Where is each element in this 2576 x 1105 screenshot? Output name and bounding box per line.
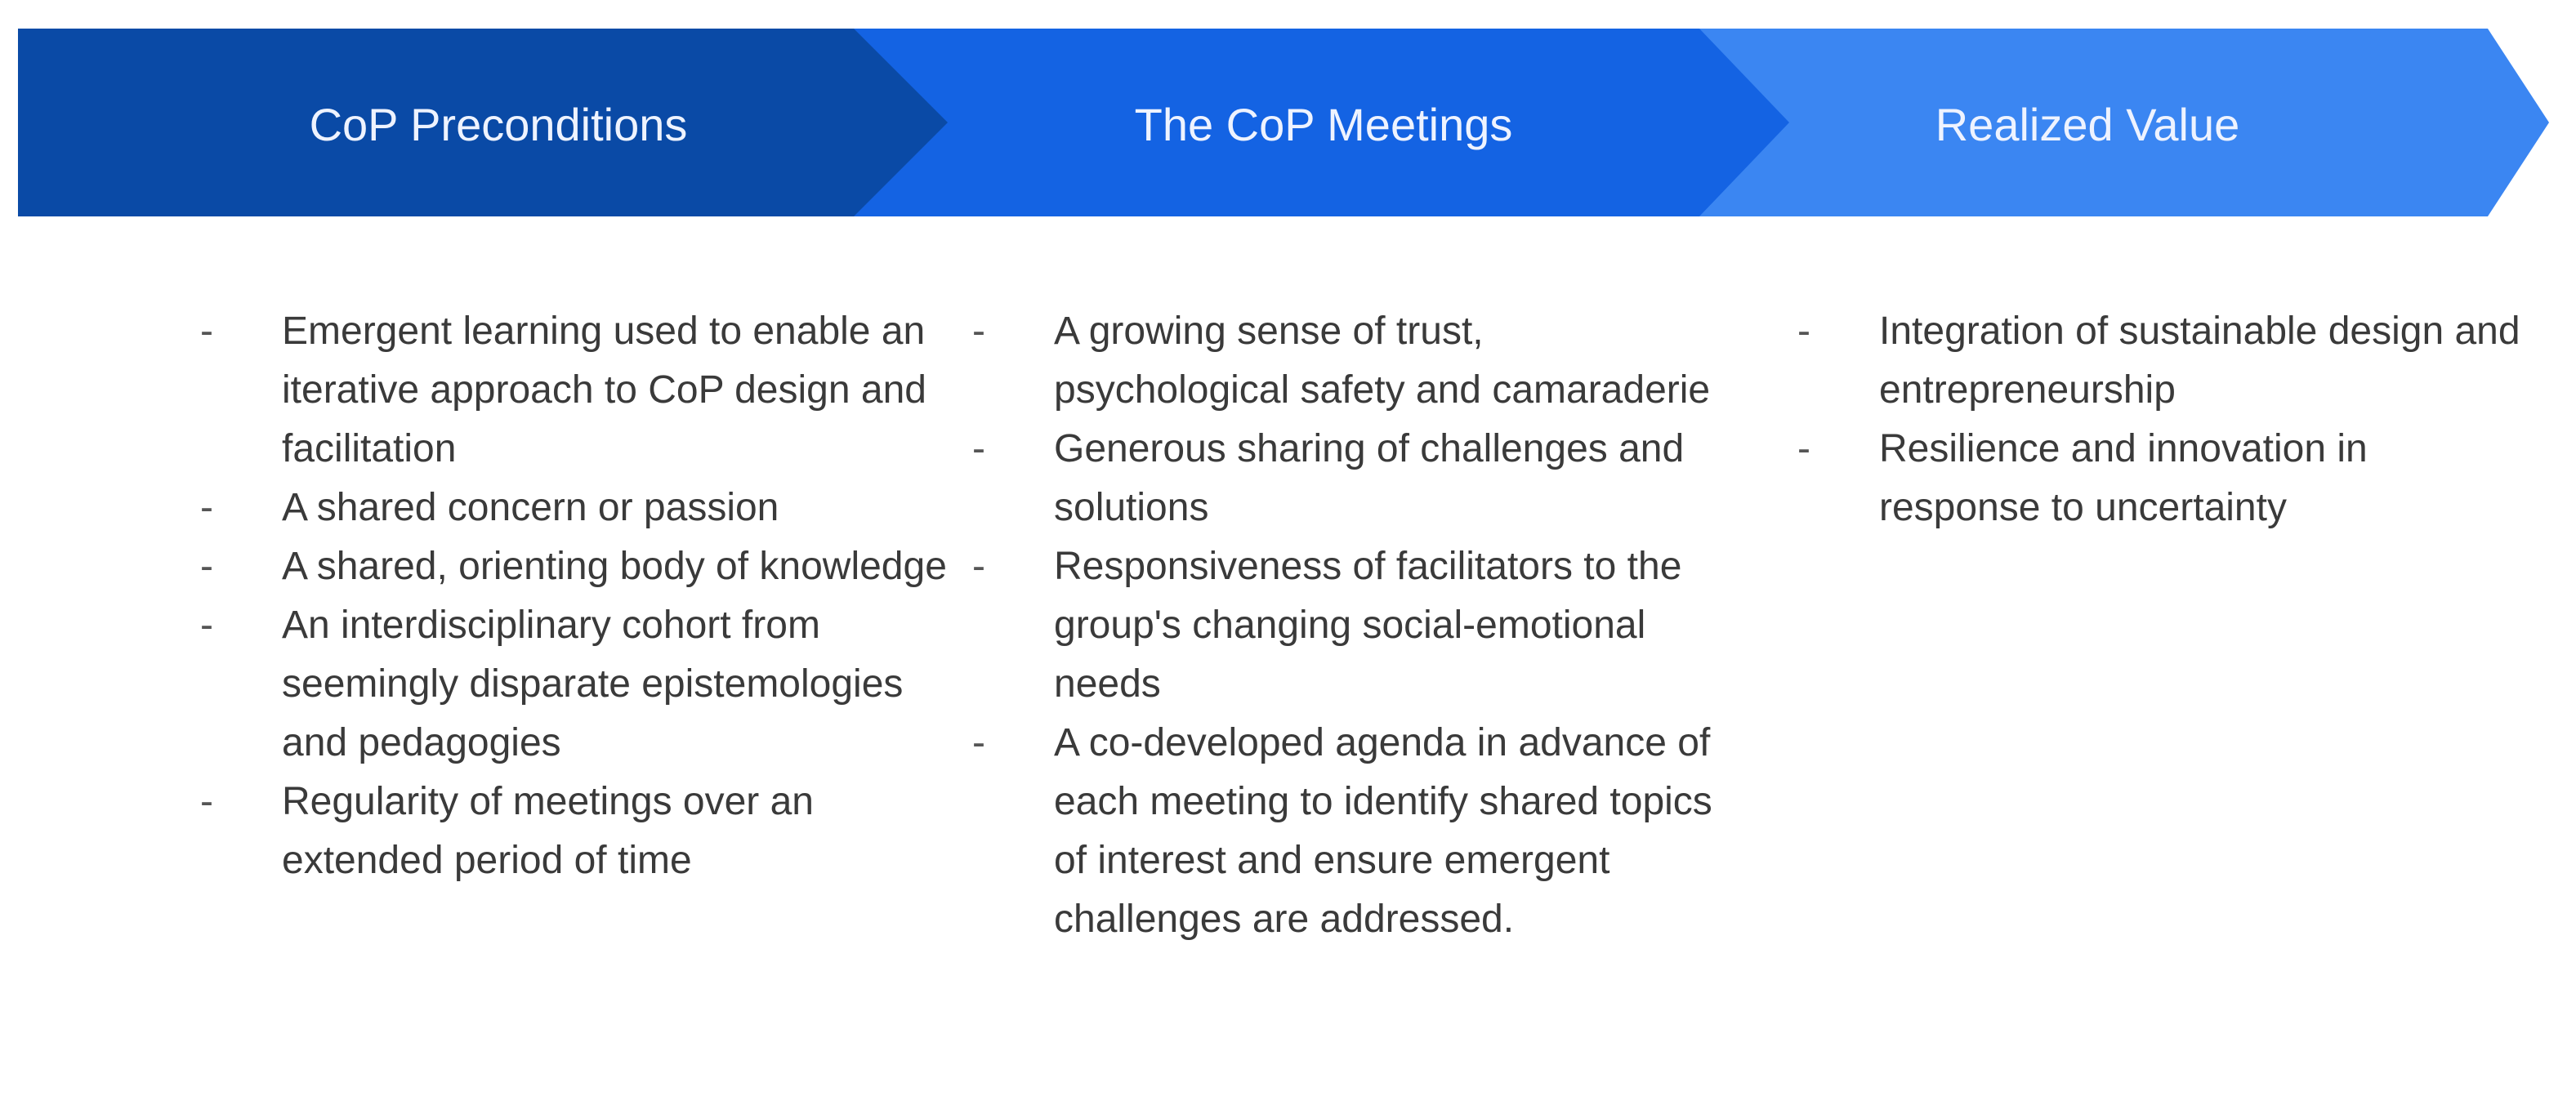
list-item-text: Emergent learning used to enable an iterative approach to CoP design and facilitation: [282, 310, 926, 470]
bullet-dash: -: [200, 486, 213, 529]
list-item: [1797, 302, 2533, 420]
list-item: [972, 302, 1724, 420]
list-item-text: Integration of sustainable design and entrepreneurship: [1879, 310, 2520, 412]
list-item-text: Resilience and innovation in response to uncertainty: [1879, 427, 2368, 529]
list-item: [972, 537, 1724, 714]
meetings-list: [972, 302, 1724, 949]
list-item: [200, 596, 952, 773]
list-item: [972, 420, 1724, 537]
bullet-dash: -: [200, 780, 213, 823]
stage-realized-value-title: Realized Value: [1935, 99, 2240, 150]
bullet-dash: -: [1797, 427, 1810, 470]
bullet-dash: -: [972, 721, 985, 764]
list-item-text: A growing sense of trust, psychological safety and camaraderie: [1054, 310, 1711, 412]
list-item-text: Responsiveness of facilitators to the group's changing social-emotional needs: [1054, 545, 1682, 706]
bullet-dash: -: [972, 310, 985, 353]
list-item-text: Generous sharing of challenges and solutions: [1054, 427, 1685, 529]
list-item-text: A shared, orienting body of knowledge: [282, 545, 947, 588]
realized-value-list: [1797, 302, 2533, 537]
bullet-dash: -: [200, 310, 213, 353]
bullet-dash: -: [200, 604, 213, 647]
list-item-text: Regularity of meetings over an extended period of time: [282, 780, 814, 882]
list-item: [1797, 420, 2533, 537]
list-item: [200, 537, 952, 596]
list-item-text: An interdisciplinary cohort from seemingly disparate epistemologies and pedagogies: [282, 604, 904, 764]
process-arrow-banner: [0, 0, 2576, 245]
bullet-dash: -: [200, 545, 213, 588]
stage-meetings-title: The CoP Meetings: [1134, 99, 1513, 150]
list-item: [200, 302, 952, 479]
bullet-dash: -: [972, 427, 985, 470]
list-item-text: A co-developed agenda in advance of each meeting to identify shared topics of interest and ensure emergent challenges are addressed.: [1054, 721, 1712, 941]
stage-preconditions-title: CoP Preconditions: [309, 99, 688, 150]
list-item: [200, 773, 952, 890]
preconditions-list: [200, 302, 952, 890]
list-item: [972, 714, 1724, 949]
bullet-dash: -: [1797, 310, 1810, 353]
list-item-text: A shared concern or passion: [282, 486, 779, 529]
list-item: [200, 479, 952, 537]
bullet-dash: -: [972, 545, 985, 588]
